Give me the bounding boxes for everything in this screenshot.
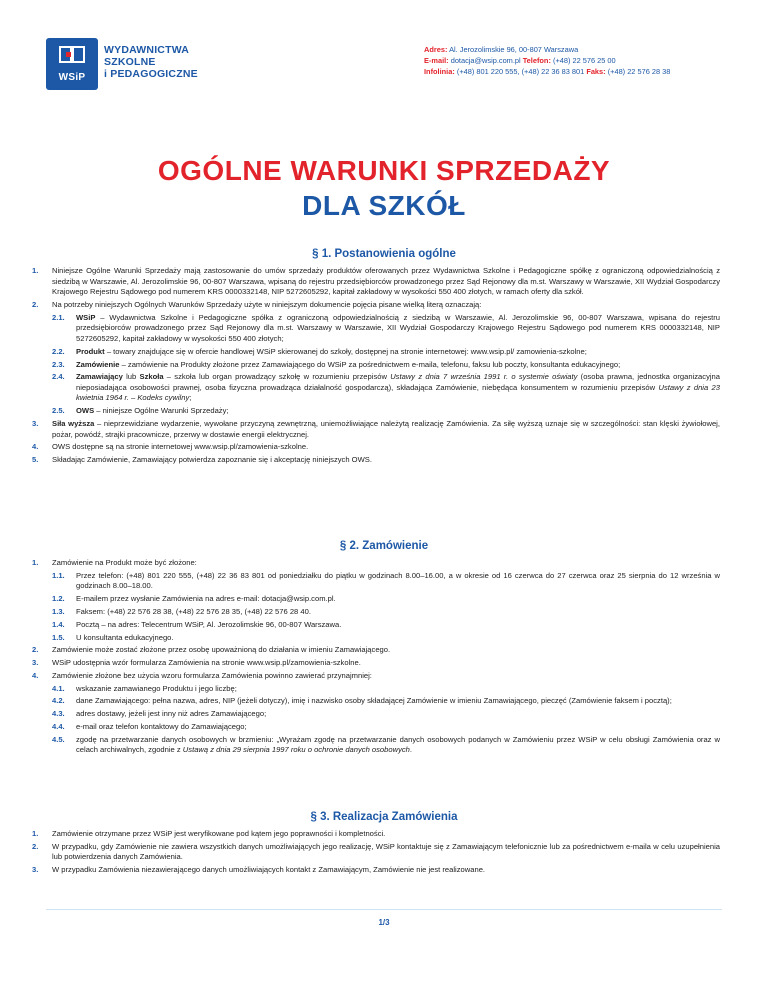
item-number: 4. [32,442,39,452]
sub-item [32,406,720,417]
item-number: 2. [32,645,39,655]
item-number: 3. [32,658,39,668]
section-2-body [32,558,720,758]
footer-divider [46,909,722,910]
brand-name [104,44,198,80]
defined-term: Zamawiający [76,372,123,382]
sub-item [32,347,720,358]
item-number: 3. [32,419,39,429]
sub-text: adres dostawy, jeżeli jest inny niż adres Zamawiającego; [76,709,267,719]
sub-number: 2.4. [52,372,65,382]
list-item [32,419,720,440]
item-text: Niniejsze Ogólne Warunki Sprzedaży mają zastosowanie do umów sprzedaży produktów oferowanych przez Wydawnictwa Szkolne i Pedagogiczne spółkę z ograniczoną odpowiedzialnością z siedzibą w Warszawie, Al. Jerozolimskie 96, 00-807 Warszawa, wpisaną do rejestru przedsiębiorców prowadzonego przez Sąd Rejonowy dla m.st. Warszawy w Warszawie, XII Wydział Gospodarczy Krajowego Rejestru Sądowego pod numerem KRS 0000332148, NIP 5272605292, kapitał zakładowy w wysokości 550 400 złotych, w ramach oferty dla szkół. [52,266,720,297]
definition-text: – zamówienie na Produkty złożone przez Zamawiającego do WSiP za pośrednictwem e-maila, telefonu, faksu lub poczty, konsultanta edukacyjnego; [119,359,621,369]
fax-label: Faks: [586,67,606,76]
defined-term: Zamówienie [76,359,120,369]
item-number: 2. [32,841,39,851]
definition-text: – towary znajdujące się w ofercie handlowej WSiP skierowanej do szkoły, dostępnej na stronie internetowej: www.wsip.pl/ zamowienia-szkolne; [104,346,587,356]
brand-line-2: SZKOLNE [104,56,156,68]
sub-text: dane Zamawiającego: pełna nazwa, adres, NIP (jeżeli dotyczy), imię i nazwisko osoby składającej Zamówienie w imieniu Zamawiającego, pieczęć (Zamówienie faksem i pocztą); [76,696,672,706]
book-icon [57,44,87,70]
item-number: 1. [32,558,39,567]
address-label: Adres: [424,45,448,54]
sub-number: 4.4. [52,721,65,731]
section-3-body [32,829,720,878]
email-label: E-mail: [424,56,449,65]
sub-item [32,633,720,644]
sub-text: U konsultanta edukacyjnego. [76,632,174,642]
brand-line-3: i PEDAGOGICZNE [104,68,198,80]
item-number: 3. [32,865,39,875]
sub-number: 2.3. [52,359,65,369]
defined-term: Szkoła [139,372,164,382]
item-text: Na potrzeby niniejszych Ogólnych Warunków Sprzedaży użyte w niniejszym dokumencie pojęcia pisane wielką literą oznaczają: [52,299,482,309]
defined-term: Siła wyższa [52,419,95,429]
email-value[interactable]: dotacja@wsip.com.pl [450,56,521,65]
phone-value: (+48) 22 576 25 00 [552,56,616,65]
list-item [32,455,720,466]
section-2-heading: § 2. Zamówienie [339,540,429,552]
item-text: Zamówienie otrzymane przez WSiP jest weryfikowane pod kątem jego poprawności i kompletności. [52,829,386,838]
sub-text: Przez telefon: (+48) 801 220 555, (+48) 22 36 83 801 od poniedziałku do piątku w godzinach 8.00–16.00, a w okresie od 16 czerwca do 27 czerwca oraz 25 sierpnia do 12 września w godzinach 8.00–18.00. [76,570,720,591]
item-text: W przypadku, gdy Zamówienie nie zawiera wszystkich danych umożliwiających jego realizację, WSiP kontaktuje się z Zamawiającym telefonicznie lub za pośrednictwem e-maila w celu uzupełnienia lub potwierdzenia danych Zamówienia. [52,841,720,862]
sub-number: 4.2. [52,696,65,706]
sub-text: zgodę na przetwarzanie danych osobowych w brzmieniu: „Wyrażam zgodę na przetwarzanie danych osobowych podanych w Zamówieniu przez WSiP w celu obsługi Zamówienia oraz w celach archiwalnych, zgodnie z [76,734,720,755]
sub-number: 1.1. [52,570,65,580]
sub-number: 1.2. [52,594,65,604]
sub-text: e-mail oraz telefon kontaktowy do Zamawiającego; [76,721,247,731]
logo-text: WSiP [58,72,86,83]
sub-text: wskazanie zamawianego Produktu i jego liczbę; [76,683,237,693]
item-text: Zamówienie złożone bez użycia wzoru formularza Zamówienia powinno zawierać przynajmniej: [52,670,372,680]
address-value: Al. Jerozolimskie 96, 00-807 Warszawa [449,45,579,54]
list-item [32,865,720,876]
sub-item [32,360,720,371]
list-item [32,671,720,682]
sub-number: 1.4. [52,619,65,629]
item-number: 5. [32,455,39,465]
sub-item [32,594,720,605]
defined-term: Produkt [76,346,105,356]
sub-number: 1.5. [52,632,65,642]
sub-number: 1.3. [52,606,65,616]
sub-item [32,607,720,618]
sub-number: 2.2. [52,346,65,356]
infolinia-label: Infolinia: [424,67,455,76]
document-title-line-2: DLA SZKÓŁ [302,190,466,221]
section-1-heading: § 1. Postanowienia ogólne [312,248,456,260]
sub-item [32,696,720,707]
definition-text: (osoba prawna, jednostka organizacyjna nieposiadająca osobowości prawnej, osoba fizyczna prowadząca działalność gospodarczą), składająca Zamówienie, niebędąca konsumentem w rozumieniu przepisów [76,372,721,392]
definition-text: – Wydawnictwa Szkolne i Pedagogiczne spółka z ograniczoną odpowiedzialnością z siedzibą w Warszawie, Al. Jerozolimskie 96, 00-807 Warszawa, wpisana do rejestru przedsiębiorców prowadzonego przez Sąd Rejonowy dla m.st. Warszawy w Warszawie, XII Wydział Gospodarczy Krajowego Rejestru Sądowego pod numerem KRS 0000332148, NIP 5272605292, kapitał zakładowy w wysokości 550 400 złotych; [76,312,720,343]
section-3-heading: § 3. Realizacja Zamówienia [310,811,458,823]
item-text: W przypadku Zamówienia niezawierającego danych umożliwiających kontakt z Zamawiającym, Zamówienie nie jest realizowane. [52,865,486,875]
item-text: Składając Zamówienie, Zamawiający potwierdza zapoznanie się i akceptację niniejszych OWS. [52,455,372,465]
wsip-logo [46,38,98,90]
section-1-body [32,266,720,468]
item-number: 2. [32,299,39,309]
item-text: Zamówienie na Produkt może być złożone: [52,558,197,567]
law-reference: Ustawy z dnia 23 kwietnia 1964 r. – Kodeks cywilny [76,382,720,403]
definition-text: ; [189,393,192,403]
sub-text: . [409,745,413,755]
list-item [32,266,720,298]
sub-text: Faksem: (+48) 22 576 28 38, (+48) 22 576 28 35, (+48) 22 576 28 40. [76,606,311,616]
sub-item [32,620,720,631]
sub-number: 4.3. [52,709,65,719]
sub-item [32,684,720,695]
list-item [32,442,720,453]
sub-item [32,722,720,733]
sub-number: 2.1. [52,312,65,322]
sub-text: Pocztą – na adres: Telecentrum WSiP, Al. Jerozolimskie 96, 00-807 Warszawa. [76,619,342,629]
list-item [32,300,720,311]
definition-text: – szkoła lub organ prowadzący szkołę w rozumieniu przepisów [163,372,391,382]
sub-number: 4.5. [52,734,65,744]
defined-term: OWS [76,406,95,416]
sub-item [32,735,720,756]
list-item [32,842,720,863]
brand-line-1: WYDAWNICTWA [104,44,190,56]
contact-info [424,44,670,77]
item-text: – nieprzewidziane wydarzenie, wywołane przyczyną zewnętrzną, uniemożliwiające należytą realizację Zamówienia. Za siłę wyższą uznaje się w szczególności: stan klęski żywiołowej, pożar, powódź, strajki pracownicze, przerwy w dostawie energii elektrycznej. [52,419,720,439]
item-text: OWS dostępne są na stronie internetowej www.wsip.pl/zamowienia-szkolne. [52,442,309,452]
page-number: 1/3 [378,918,390,927]
law-reference: Ustawy z dnia 7 września 1991 r. o systemie oświaty [390,372,578,382]
list-item [32,829,720,840]
fax-value: (+48) 22 576 28 38 [607,67,671,76]
law-reference: Ustawą z dnia 29 sierpnia 1997 roku o ochronie danych osobowych [182,745,410,755]
sub-item [32,571,720,592]
defined-term: WSiP [76,312,96,322]
definition-text: lub [122,372,140,382]
item-number: 1. [32,829,39,838]
item-number: 1. [32,266,39,275]
document-title-line-1: OGÓLNE WARUNKI SPRZEDAŻY [157,155,611,186]
phone-label: Telefon: [522,56,551,65]
sub-number: 2.5. [52,406,65,416]
item-text: Zamówienie może zostać złożone przez osobę upoważnioną do działania w imieniu Zamawiającego. [52,645,391,655]
sub-text: E-mailem przez wysłanie Zamówienia na adres e-mail: dotacja@wsip.com.pl. [76,594,336,604]
item-number: 4. [32,670,39,680]
list-item [32,645,720,656]
infolinia-value: (+48) 801 220 555, (+48) 22 36 83 801 [456,67,585,76]
sub-item [32,372,720,404]
sub-number: 4.1. [52,683,65,693]
list-item [32,658,720,669]
definition-text: – niniejsze Ogólne Warunki Sprzedaży; [94,406,229,416]
item-text: WSiP udostępnia wzór formularza Zamówienia na stronie www.wsip.pl/zamowienia-szkolne. [52,658,361,668]
sub-item [32,709,720,720]
sub-item [32,313,720,345]
list-item [32,558,720,569]
